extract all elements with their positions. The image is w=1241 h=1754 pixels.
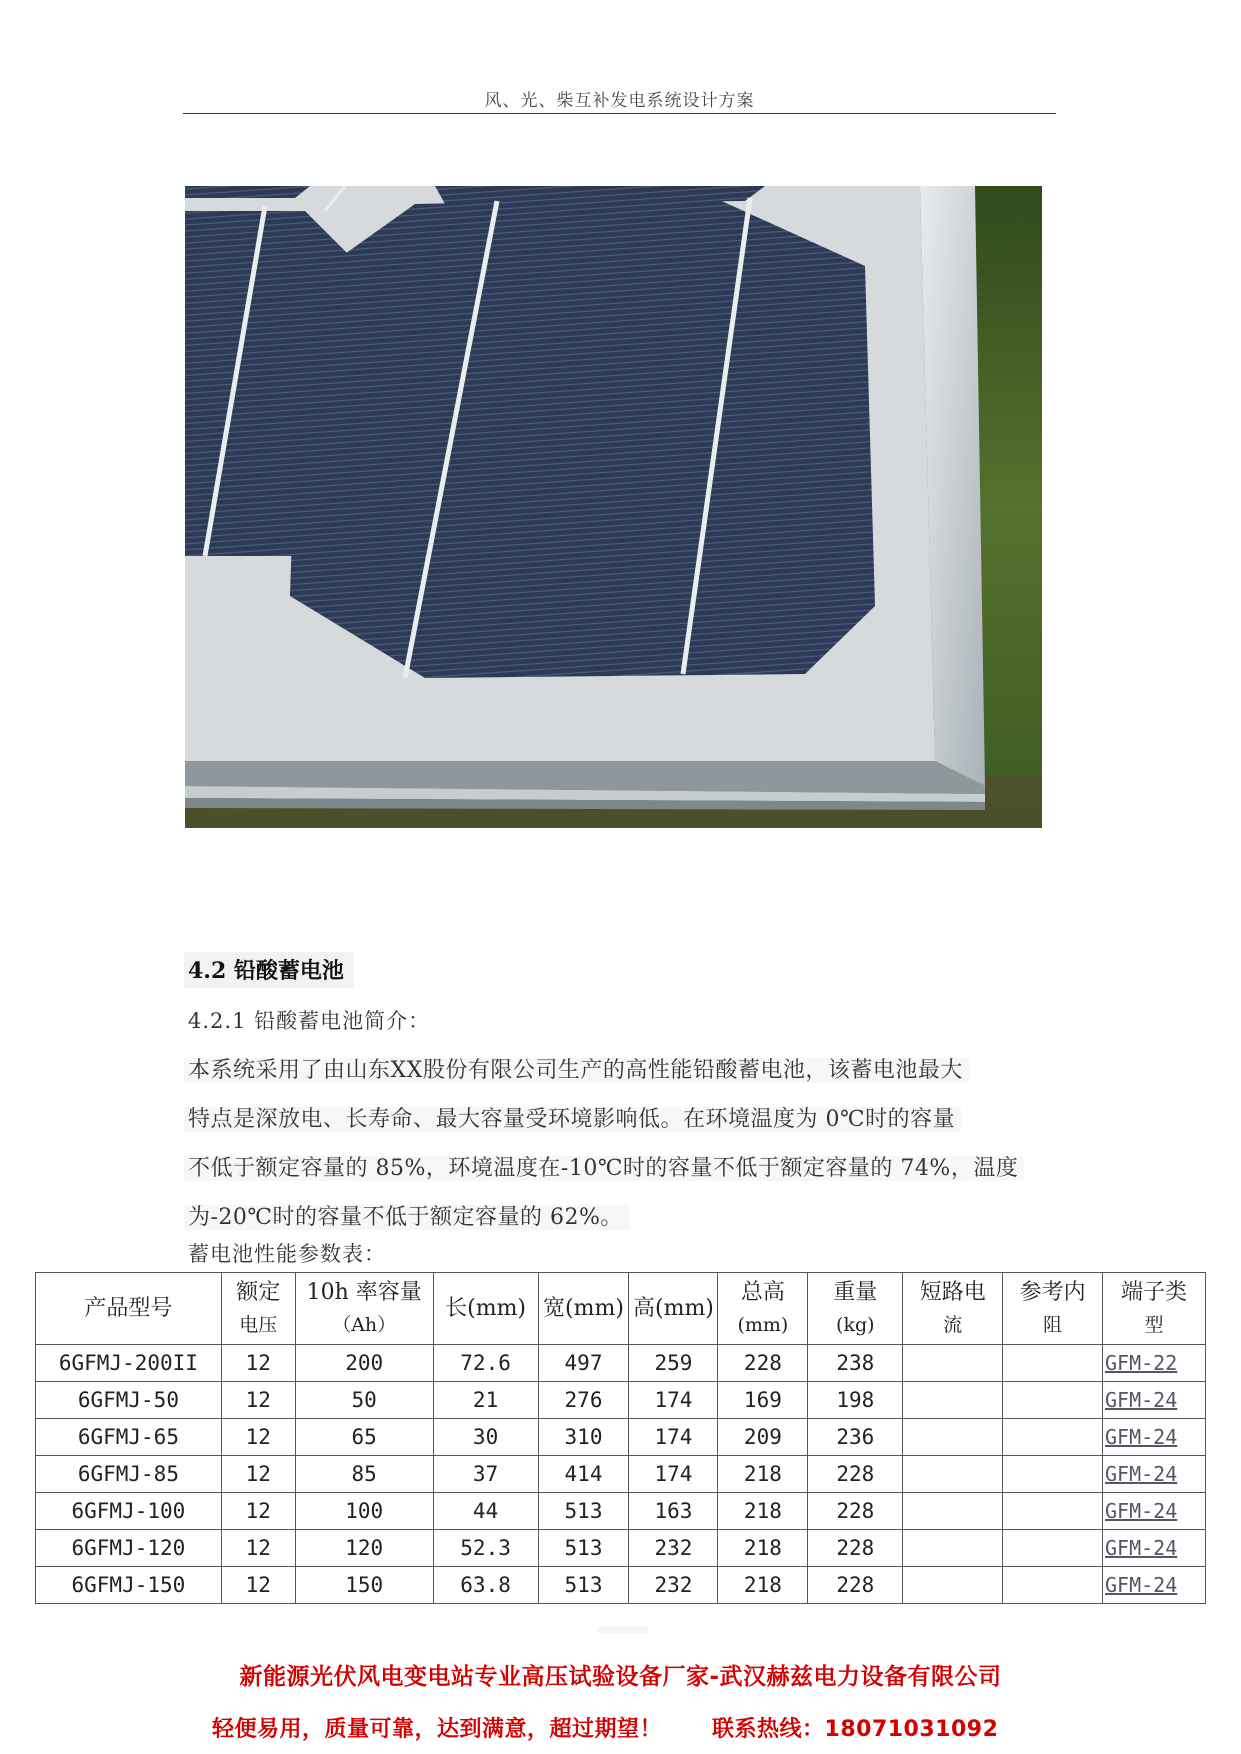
table-cell bbox=[1003, 1567, 1103, 1604]
table-row bbox=[36, 1419, 1206, 1456]
table-cell: 63.8 bbox=[433, 1567, 538, 1604]
intro-paragraph bbox=[184, 1050, 1064, 1246]
table-header-row bbox=[36, 1273, 1206, 1345]
header-text-line2: （Ah） bbox=[332, 1313, 397, 1336]
table-cell: 232 bbox=[629, 1530, 718, 1567]
header-text-line2: 流 bbox=[943, 1313, 963, 1336]
table-cell: 259 bbox=[629, 1345, 718, 1382]
table-cell: 228 bbox=[718, 1345, 808, 1382]
table-row bbox=[36, 1530, 1206, 1567]
table-header-cell bbox=[221, 1273, 295, 1345]
page-header: 风、光、柴互补发电系统设计方案 bbox=[484, 91, 755, 111]
table-cell: 85 bbox=[295, 1456, 433, 1493]
header-divider bbox=[183, 113, 1056, 114]
table-cell bbox=[1003, 1530, 1103, 1567]
table-row bbox=[36, 1493, 1206, 1530]
header-text: 重量 bbox=[833, 1279, 878, 1305]
table-cell: 6GFMJ-50 bbox=[36, 1382, 222, 1419]
footer-contact-line bbox=[212, 1712, 998, 1743]
table-cell: 174 bbox=[629, 1382, 718, 1419]
paragraph-line: 为-20℃时的容量不低于额定容量的 62%。 bbox=[184, 1197, 1064, 1246]
footer-slogan: 轻便易用，质量可靠，达到满意，超过期望！ bbox=[212, 1717, 663, 1742]
table-cell bbox=[1003, 1493, 1103, 1530]
header-text: 短路电 bbox=[919, 1279, 986, 1305]
table-cell: 218 bbox=[718, 1567, 808, 1604]
terminal-type-link[interactable]: GFM-22 bbox=[1103, 1345, 1206, 1382]
table-cell bbox=[903, 1567, 1003, 1604]
header-text: 总高 bbox=[740, 1279, 785, 1305]
table-cell: 6GFMJ-150 bbox=[36, 1567, 222, 1604]
table-header-cell bbox=[1103, 1273, 1206, 1345]
table-cell: 513 bbox=[538, 1530, 629, 1567]
header-text-line2: 阻 bbox=[1043, 1313, 1063, 1336]
table-cell: 12 bbox=[221, 1567, 295, 1604]
table-header-cell bbox=[718, 1273, 808, 1345]
paragraph-line: 特点是深放电、长寿命、最大容量受环境影响低。在环境温度为 0℃时的容量 bbox=[184, 1099, 1064, 1148]
table-cell bbox=[1003, 1419, 1103, 1456]
table-cell: 65 bbox=[295, 1419, 433, 1456]
table-cell: 513 bbox=[538, 1567, 629, 1604]
table-cell: 218 bbox=[718, 1530, 808, 1567]
table-cell: 12 bbox=[221, 1345, 295, 1382]
footer-hotline: 联系热线：18071031092 bbox=[712, 1717, 999, 1742]
table-cell: 100 bbox=[295, 1493, 433, 1530]
table-header-cell bbox=[295, 1273, 433, 1345]
table-header-cell bbox=[36, 1273, 222, 1345]
header-text: 高(mm) bbox=[633, 1295, 714, 1321]
table-cell bbox=[903, 1345, 1003, 1382]
header-text-line2: 型 bbox=[1144, 1313, 1164, 1336]
header-text: 宽(mm) bbox=[543, 1295, 624, 1321]
table-cell: 276 bbox=[538, 1382, 629, 1419]
header-text: 端子类 bbox=[1121, 1279, 1188, 1305]
terminal-type-link[interactable]: GFM-24 bbox=[1103, 1567, 1206, 1604]
table-cell: 37 bbox=[433, 1456, 538, 1493]
solar-panel-photo bbox=[185, 186, 1042, 828]
table-cell: 174 bbox=[629, 1419, 718, 1456]
table-cell: 12 bbox=[221, 1493, 295, 1530]
table-cell: 120 bbox=[295, 1530, 433, 1567]
table-cell: 414 bbox=[538, 1456, 629, 1493]
table-cell: 6GFMJ-120 bbox=[36, 1530, 222, 1567]
table-row bbox=[36, 1456, 1206, 1493]
table-header-cell bbox=[629, 1273, 718, 1345]
table-cell: 12 bbox=[221, 1456, 295, 1493]
terminal-type-link[interactable]: GFM-24 bbox=[1103, 1530, 1206, 1567]
table-cell: 200 bbox=[295, 1345, 433, 1382]
header-text: 参考内 bbox=[1019, 1279, 1086, 1305]
table-cell: 6GFMJ-200II bbox=[36, 1345, 222, 1382]
terminal-type-link[interactable]: GFM-24 bbox=[1103, 1382, 1206, 1419]
table-cell: 228 bbox=[808, 1456, 903, 1493]
table-cell: 52.3 bbox=[433, 1530, 538, 1567]
table-cell: 12 bbox=[221, 1382, 295, 1419]
table-header-cell bbox=[433, 1273, 538, 1345]
subsection-heading: 4.2.1 铅酸蓄电池简介： bbox=[188, 1009, 431, 1033]
table-cell: 174 bbox=[629, 1456, 718, 1493]
table-cell: 228 bbox=[808, 1530, 903, 1567]
table-cell: 232 bbox=[629, 1567, 718, 1604]
table-body bbox=[36, 1345, 1206, 1604]
table-cell: 50 bbox=[295, 1382, 433, 1419]
table-cell: 236 bbox=[808, 1419, 903, 1456]
table-cell: 198 bbox=[808, 1382, 903, 1419]
table-cell: 150 bbox=[295, 1567, 433, 1604]
table-cell: 6GFMJ-65 bbox=[36, 1419, 222, 1456]
table-cell: 310 bbox=[538, 1419, 629, 1456]
table-cell bbox=[903, 1493, 1003, 1530]
table-cell: 169 bbox=[718, 1382, 808, 1419]
table-cell bbox=[1003, 1456, 1103, 1493]
section-heading: 4.2 铅酸蓄电池 bbox=[184, 952, 354, 988]
table-cell: 209 bbox=[718, 1419, 808, 1456]
terminal-type-link[interactable]: GFM-24 bbox=[1103, 1456, 1206, 1493]
table-cell: 513 bbox=[538, 1493, 629, 1530]
table-row bbox=[36, 1345, 1206, 1382]
header-text: 额定 bbox=[236, 1279, 281, 1305]
paragraph-line: 不低于额定容量的 85%，环境温度在-10℃时的容量不低于额定容量的 74%，温度 bbox=[184, 1148, 1064, 1197]
table-cell: 163 bbox=[629, 1493, 718, 1530]
footer-decoration bbox=[598, 1627, 648, 1633]
table-caption: 蓄电池性能参数表： bbox=[188, 1242, 386, 1266]
table-header-cell bbox=[1003, 1273, 1103, 1345]
table-cell: 218 bbox=[718, 1456, 808, 1493]
table-cell: 21 bbox=[433, 1382, 538, 1419]
battery-spec-table bbox=[35, 1272, 1206, 1604]
table-cell: 218 bbox=[718, 1493, 808, 1530]
header-text: 产品型号 bbox=[84, 1295, 173, 1321]
table-cell: 238 bbox=[808, 1345, 903, 1382]
footer-company-line: 新能源光伏风电变电站专业高压试验设备厂家-武汉赫兹电力设备有限公司 bbox=[239, 1664, 1002, 1690]
table-cell: 6GFMJ-100 bbox=[36, 1493, 222, 1530]
table-row bbox=[36, 1382, 1206, 1419]
table-header-cell bbox=[808, 1273, 903, 1345]
header-text: 长(mm) bbox=[445, 1295, 527, 1321]
table-header-cell bbox=[538, 1273, 629, 1345]
table-cell bbox=[903, 1419, 1003, 1456]
header-text: 10h 率容量 bbox=[306, 1279, 422, 1305]
table-cell: 228 bbox=[808, 1567, 903, 1604]
table-cell bbox=[903, 1456, 1003, 1493]
table-cell: 72.6 bbox=[433, 1345, 538, 1382]
table-header-cell bbox=[903, 1273, 1003, 1345]
table-cell: 12 bbox=[221, 1530, 295, 1567]
table-cell: 497 bbox=[538, 1345, 629, 1382]
table-cell bbox=[903, 1530, 1003, 1567]
table-cell: 228 bbox=[808, 1493, 903, 1530]
terminal-type-link[interactable]: GFM-24 bbox=[1103, 1493, 1206, 1530]
terminal-type-link[interactable]: GFM-24 bbox=[1103, 1419, 1206, 1456]
table-cell: 6GFMJ-85 bbox=[36, 1456, 222, 1493]
header-text-line2: 电压 bbox=[239, 1313, 278, 1336]
header-text-line2: (kg) bbox=[836, 1313, 875, 1336]
paragraph-line: 本系统采用了由山东XX股份有限公司生产的高性能铅酸蓄电池，该蓄电池最大 bbox=[184, 1050, 1064, 1099]
table-cell bbox=[903, 1382, 1003, 1419]
table-cell: 12 bbox=[221, 1419, 295, 1456]
table-row bbox=[36, 1567, 1206, 1604]
table-cell bbox=[1003, 1345, 1103, 1382]
table-cell: 30 bbox=[433, 1419, 538, 1456]
header-text-line2: (mm) bbox=[737, 1313, 789, 1336]
table-cell: 44 bbox=[433, 1493, 538, 1530]
table-cell bbox=[1003, 1382, 1103, 1419]
